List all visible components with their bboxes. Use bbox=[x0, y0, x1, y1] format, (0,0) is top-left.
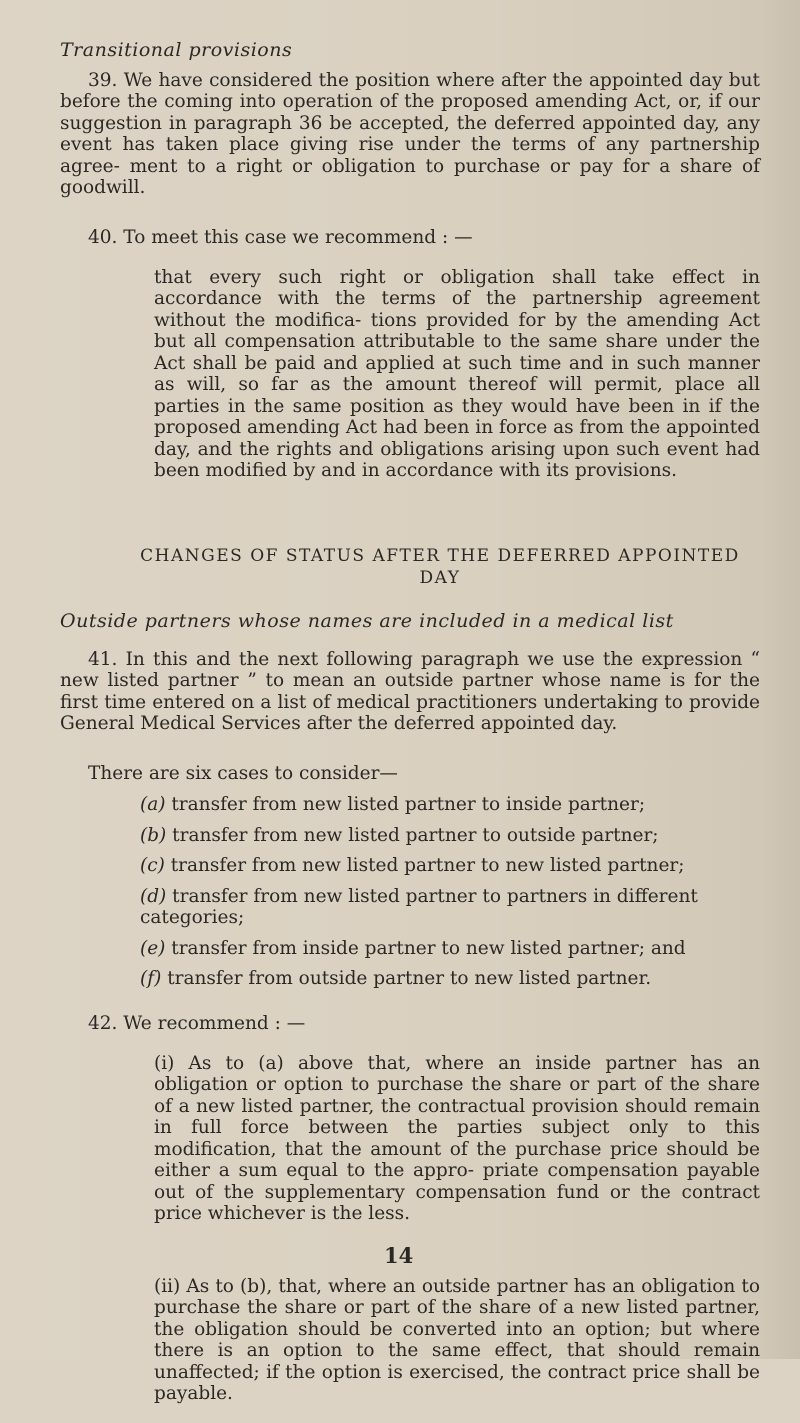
document-body bbox=[60, 40, 760, 1423]
status-changes-heading: CHANGES OF STATUS AFTER THE DEFERRED APPOINTED DAY bbox=[140, 546, 740, 588]
case-text: transfer from new listed partner to outside partner; bbox=[172, 824, 659, 846]
paragraph-42-intro: 42. We recommend : — bbox=[88, 1012, 306, 1034]
transitional-provisions-heading: Transitional provisions bbox=[60, 39, 293, 61]
cases-intro: There are six cases to consider— bbox=[88, 762, 398, 784]
case-letter: (d) bbox=[140, 885, 167, 907]
paragraph-42-ii: (ii) As to (b), that, where an outside partner has an obligation to purchase the share or part of the share of a new listed partner, the obligation should be converted into an option; but where there is an option to the same effect, that should remain unaffected; if the option is exercised, the contract price shall be payable. bbox=[154, 1275, 760, 1404]
case-text: transfer from new listed partner to new listed partner; bbox=[170, 855, 685, 876]
list-item bbox=[140, 855, 760, 877]
paragraph-41: 41. In this and the next following paragraph we use the expression “ new listed partner ” to mean an outside partner whose name is for the first time entered on a list of medical practitioners undertaking to provide General Medical Services after the deferred appointed day. bbox=[60, 648, 760, 734]
list-item bbox=[140, 938, 760, 960]
case-letter: (a) bbox=[140, 794, 166, 815]
case-text: transfer from new listed partner to inside partner; bbox=[171, 794, 646, 815]
case-text: transfer from inside partner to new listed partner; and bbox=[171, 937, 686, 959]
paragraph-39: 39. We have considered the position where after the appointed day but before the coming into operation of the proposed amending Act, or, if our suggestion in paragraph 36 be accepted, the deferred appointed day, any event has taken place giving rise under the terms of any partnership agree- ment to a right or obligation to purchase or pay for a share of goodwill. bbox=[60, 69, 760, 198]
outside-partners-subheading: Outside partners whose names are included in a medical list bbox=[60, 610, 674, 632]
case-letter: (f) bbox=[140, 968, 162, 989]
list-item bbox=[140, 886, 760, 929]
paragraph-40-body: that every such right or obligation shall take effect in accordance with the terms of the partnership agreement without the modifica- tions provided for by the amending Act but all compensation attributable to the same share under the Act shall be paid and applied at such time and in such manner as will, so far as the amount thereof will permit, place all parties in the same position as they would have been in if the proposed amending Act had been in force as from the appointed day, and the rights and obligations arising upon such event had been modified by and in accordance with its provisions. bbox=[154, 266, 760, 481]
list-item bbox=[140, 825, 760, 847]
list-item bbox=[140, 794, 760, 816]
page-number: 14 bbox=[384, 1243, 414, 1268]
list-item bbox=[140, 968, 760, 990]
case-text: transfer from new listed partner to partners in different categories; bbox=[140, 885, 698, 928]
case-text: transfer from outside partner to new listed partner. bbox=[167, 968, 652, 989]
case-letter: (e) bbox=[140, 937, 166, 959]
case-letter: (b) bbox=[140, 824, 167, 846]
paragraph-42-i: (i) As to (a) above that, where an inside partner has an obligation or option to purchase the share or part of the share of a new listed partner, the contractual provision should remain in full force between the parties subject only to this modification, that the amount of the purchase price should be either a sum equal to the appro- priate compensation payable out of the supplementary compensation fund or the contract price whichever is the less. bbox=[154, 1052, 760, 1224]
paragraph-40-intro: 40. To meet this case we recommend : — bbox=[88, 226, 473, 248]
case-letter: (c) bbox=[140, 855, 165, 876]
cases-list bbox=[60, 794, 760, 990]
